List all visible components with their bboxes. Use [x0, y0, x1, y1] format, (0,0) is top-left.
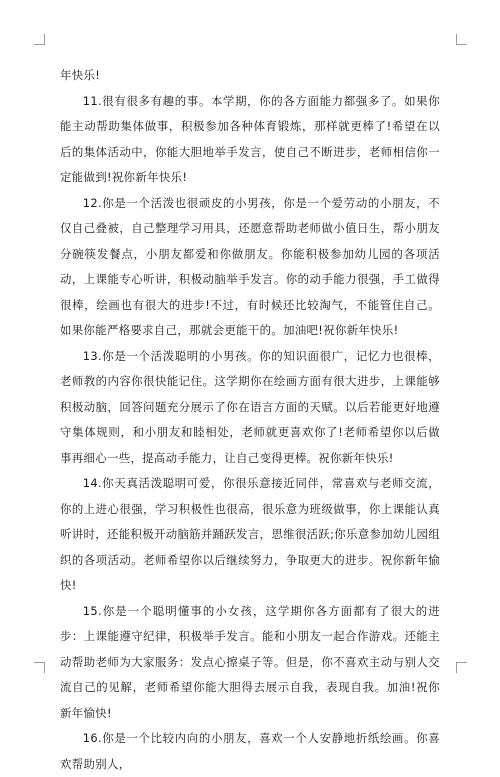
paragraph-continued: 年快乐!	[60, 68, 101, 82]
crop-mark-top-right	[456, 34, 467, 45]
paragraph-13: 13.你是一个活泼聪明的小男孩。你的知识面很广，记忆力也很棒，老师教的内容你很快能记住。这学期你在绘画方面有很大进步，上课能够积极动脑，回答问题充分展示了你在语言方面的天赋。以后若能更好地遵守集体规则，和小朋友和睦相处，老师就更喜欢你了!老师希望你以后做事再细心一些，提高动手能力，让自己变得更棒。祝你新年快乐!	[60, 348, 440, 465]
document-body	[60, 63, 440, 777]
crop-mark-bottom-right	[456, 662, 467, 673]
crop-mark-top-left	[34, 34, 45, 45]
crop-mark-bottom-left	[34, 662, 45, 673]
paragraph-14: 14.你天真活泼聪明可爱，你很乐意接近同伴，常喜欢与老师交流，你的上进心很强，学习积极性也很高，很乐意为班级做事，你上课能认真听讲时，还能积极开动脑筋并踊跃发言，思维很活跃;你乐意参加幼儿园组织的各项活动。老师希望你以后继续努力，争取更大的进步。祝你新年愉快!	[60, 476, 440, 592]
paragraph-11: 11.很有很多有趣的事。本学期，你的各方面能力都强多了。如果你能主动帮助集体做事，积极参加各种体育锻炼，那样就更棒了!希望在以后的集体活动中，你能大胆地举手发言，使自己不断进步，老师相信你一定能做到!祝你新年快乐!	[60, 93, 440, 184]
paragraph-12: 12.你是一个活泼也很顽皮的小男孩，你是一个爱劳动的小朋友，不仅自己叠被，自己整理学习用具，还愿意帮助老师做小值日生，帮小朋友分碗筷发餐点，小朋友都爱和你做朋友。你能积极参加幼儿园的各项活动，上课能专心听讲，积极动脑举手发言。你的动手能力很强，手工做得很棒，绘画也有很大的进步!不过，有时候还比较淘气，不能管住自己。如果你能严格要求自己，那就会更能干的。加油吧!祝你新年快乐!	[60, 195, 440, 337]
paragraph-15: 15.你是一个聪明懂事的小女孩，这学期你各方面都有了很大的进步：上课能遵守纪律，积极举手发言。能和小朋友一起合作游戏。还能主动帮助老师为大家服务：发点心擦桌子等。但是，你不喜欢主动与别人交流自己的见解，老师希望你能大胆得去展示自我，表现自我。加油!祝你新年愉快!	[60, 603, 440, 720]
paragraph-16: 16.你是一个比较内向的小朋友，喜欢一个人安静地折纸绘画。你喜欢帮助别人，	[60, 731, 440, 771]
